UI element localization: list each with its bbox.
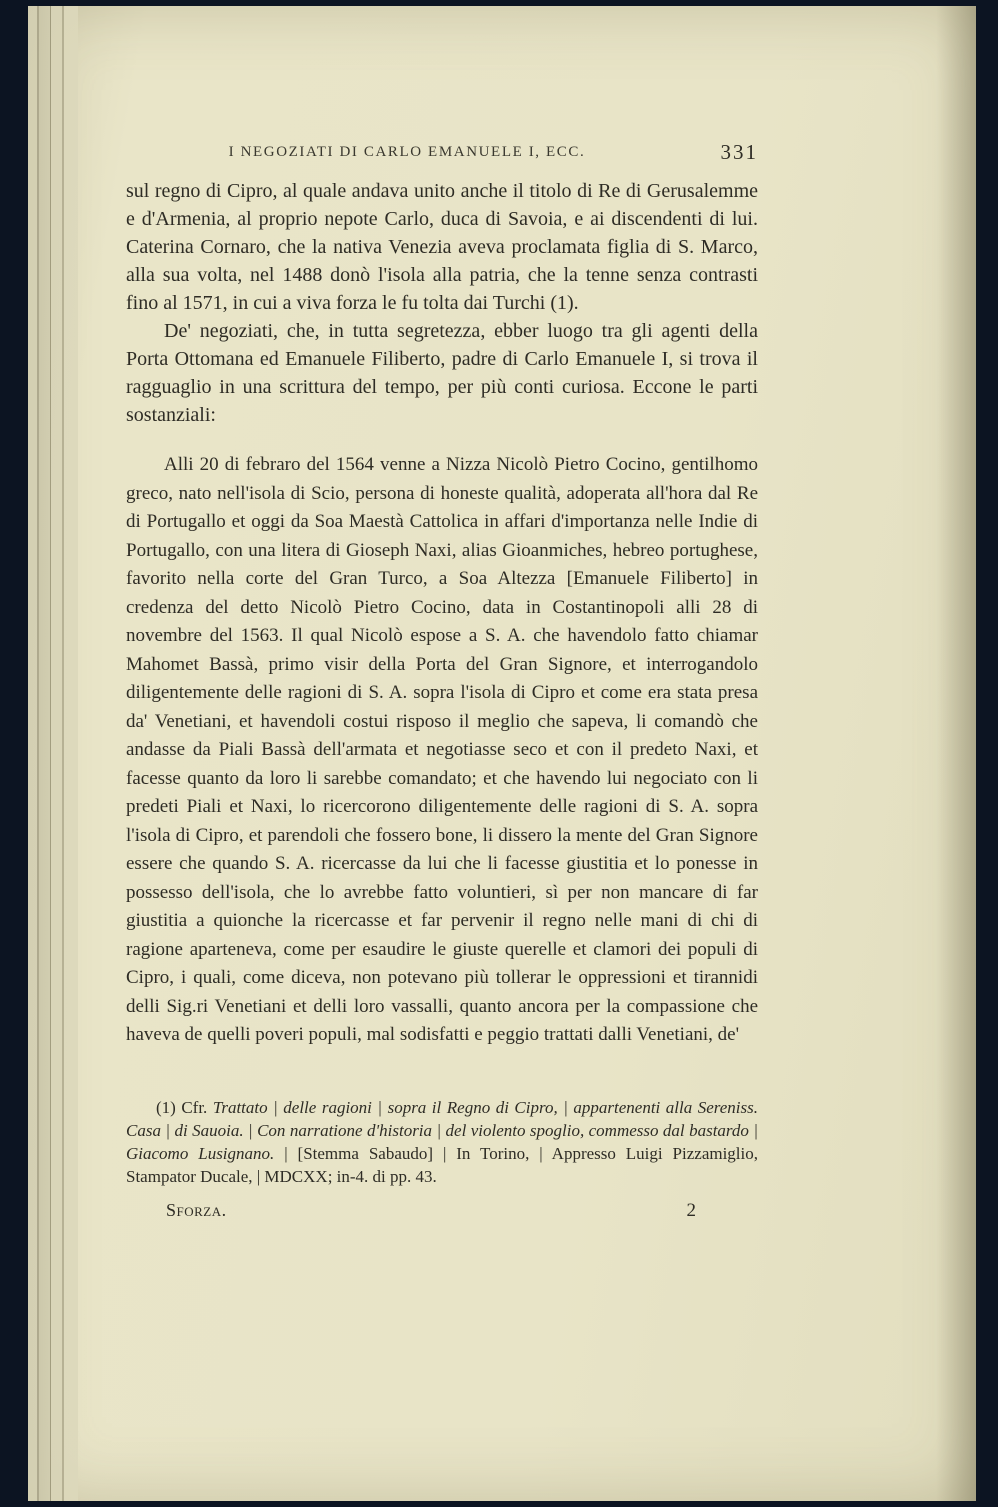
- footnote: (1) Cfr. Trattato | delle ragioni | sopra il Regno di Cipro, | appartenenti alla Sereniss. Casa | di Sauoia. | Con narratione d'historia | del violento spoglio, commesso dal bastardo | Giacomo Lusignano. | [Stemma Sabaudo] | In Torino, | Appresso Luigi Pizzamiglio, Stampator Ducale, | MDCXX; in-4. di pp. 43.: [126, 1097, 759, 1186]
- quoted-passage: Alli 20 di febraro del 1564 venne a Nizza Nicolò Pietro Cocino, gentilhomo greco, nato nell'isola di Scio, persona di honeste qualità, adoperata all'hora dal Re di Portugallo et oggi da Soa Maestà Cattolica in affari d'importanza nelle Indie di Portugallo, con una litera di Gioseph Naxi, alias Gioanmiches, hebreo portughese, favorito nella corte del Gran Turco, a Soa Altezza [Emanuele Filiberto] in credenza del detto Nicolò Pietro Cocino, data in Costantinopoli alli 28 di novembre del 1563. Il qual Nicolò espose a S. A. che havendolo fatto chiamar Mahomet Bassà, primo visir della Porta del Gran Signore, et interrogandolo diligentemente delle ragioni di S. A. sopra l'isola di Cipro et come era stata presa da' Venetiani, et havendoli costui risposo il meglio che sapeva, li comandò che andasse da Piali Bassà dell'armata et negotiasse seco et con il predeto Naxi, et facesse quanto da loro li sarebbe comandato; et che havendo lui negociato con li predeti Piali et Naxi, lo ricercorono diligentemente delle ragioni di S. A. sopra l'isola di Cipro, et parendoli che fossero bone, li dissero la mente del Gran Signore essere che quando S. A. ricercasse da lui che li facesse giustitia et lo ponesse in possesso dell'isola, che lo avrebbe fatto voluntieri, sì per non mancare di far giustitia a quionche la ricercasse et far pervenir il regno nelle mani di chi di ragione aparteneva, come per esaudire le giuste querelle et clamori dei populi di Cipro, i quali, come diceva, non potevano più tollerar le oppressioni et tirannidi delli Sig.ri Venetiani et delli loro vassalli, quanto ancora per la compassione che haveva de quelli poveri populi, mal sodisfatti e peggio trattati dalli Venetiani, de': [126, 454, 758, 1045]
- running-head: [126, 140, 758, 164]
- page-number: 331: [720, 140, 758, 164]
- book-binding-edge: [28, 6, 78, 1501]
- paragraph-continuation: sul regno di Cipro, al quale andava unito anche il titolo di Re di Gerusalemme e d'Armenia, al proprio nepote Carlo, duca di Savoia, e ai discendenti di lui. Caterina Cornaro, che la nativa Venezia aveva proclamata figlia di S. Marco, alla sua volta, nel 1488 donò l'isola alla patria, che la tenne senza contrasti fino al 1571, in cui a viva forza le fu tolta dai Turchi (1).: [126, 180, 758, 314]
- paragraph: De' negoziati, che, in tutta segretezza, ebber luogo tra gli agenti della Porta Ottomana ed Emanuele Filiberto, padre di Carlo Emanuele I, si trova il ragguaglio in una scrittura del tempo, per più conti curiosa. Eccone le parti sostanziali:: [126, 320, 758, 426]
- page-footer: [126, 1200, 758, 1222]
- running-head-title: I NEGOZIATI DI CARLO EMANUELE I, ECC.: [228, 144, 586, 160]
- page-right-shadow: [936, 6, 976, 1501]
- sheet-number: 2: [686, 1199, 696, 1221]
- author-signature: Sforza.: [166, 1199, 227, 1220]
- book-page: [28, 6, 976, 1501]
- page-content: [126, 140, 759, 1222]
- body-text: [126, 177, 758, 1050]
